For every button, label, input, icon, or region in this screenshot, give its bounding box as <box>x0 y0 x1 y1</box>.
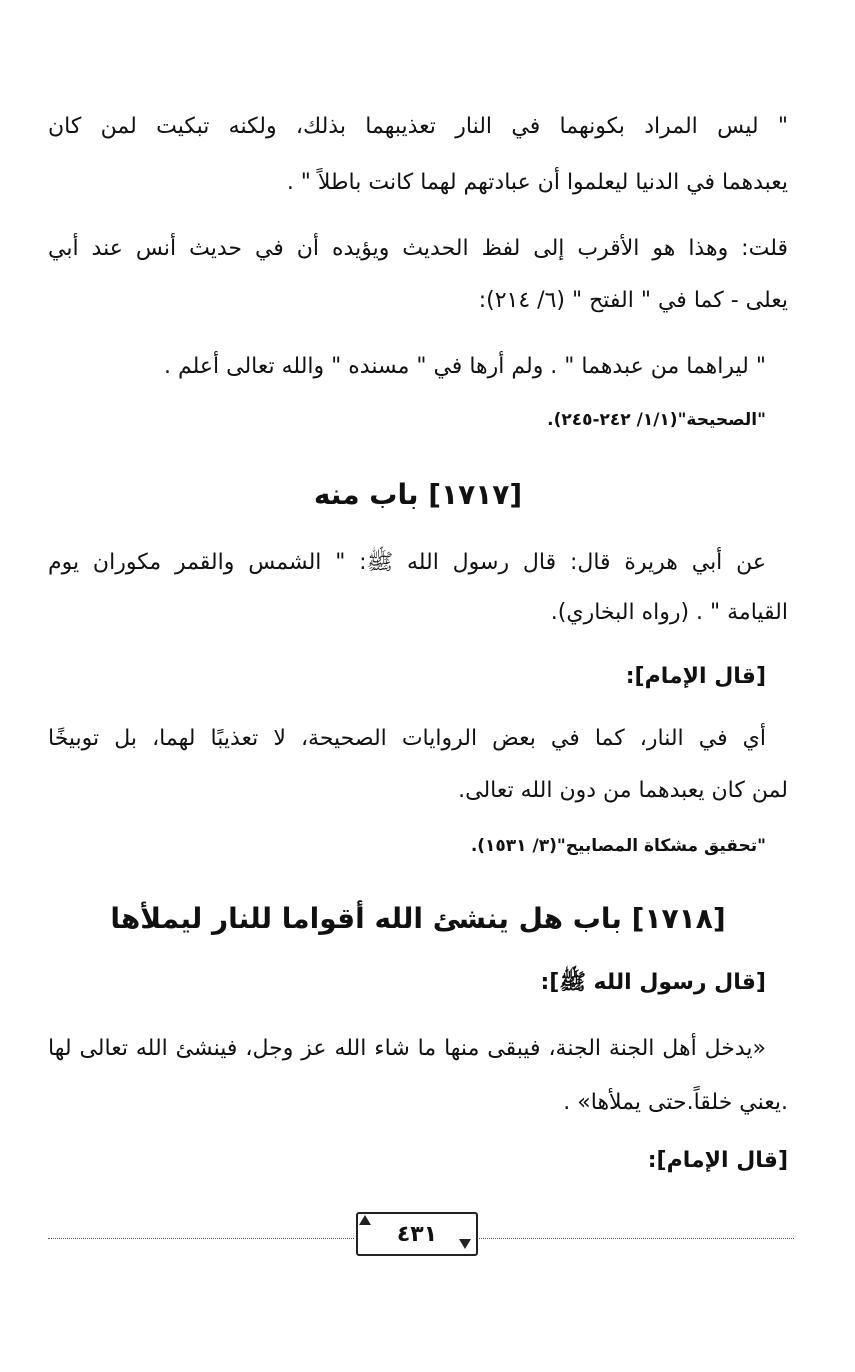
ornament-icon <box>358 1214 372 1226</box>
citation: "الصحيحة"(١/١/ ٢٤٢-٢٤٥). <box>547 410 766 430</box>
body-line: لمن كان يعبدهما من دون الله تعالى. <box>458 778 788 803</box>
body-line: قلت: وهذا هو الأقرب إلى لفظ الحديث ويؤيده أن في حديث أنس عند أبي <box>48 236 788 261</box>
page-number: ٤٣١ <box>396 1221 438 1247</box>
chapter-heading: [١٧١٨] باب هل ينشئ الله أقواما للنار ليملأها <box>110 902 726 935</box>
body-line: .يعني خلقاً.حتى يملأها» . <box>563 1090 788 1115</box>
section-label: [قال رسول الله ﷺ]: <box>540 970 766 995</box>
body-line: عن أبي هريرة قال: قال رسول الله ﷺ: " الشمس والقمر مكوران يوم <box>48 550 766 575</box>
section-label: [قال الإمام]: <box>625 664 766 689</box>
body-line: أي في النار، كما في بعض الروايات الصحيحة، لا تعذيبًا لهما، بل توبيخًا <box>48 726 766 751</box>
body-line: يعبدهما في الدنيا ليعلموا أن عبادتهم لهما كانت باطلاً " . <box>286 170 788 195</box>
footer-rule-right <box>476 1238 794 1239</box>
section-label: [قال الإمام]: <box>647 1148 788 1173</box>
citation: "تحقيق مشكاة المصابيح"(٣/ ١٥٣١). <box>470 836 766 856</box>
body-line: " ليس المراد بكونهما في النار تعذيبهما بذلك، ولكنه تبكيت لمن كان <box>48 114 788 139</box>
body-line: «يدخل أهل الجنة الجنة، فيبقى منها ما شاء الله عز وجل، فينشئ الله تعالى لها <box>48 1036 766 1061</box>
ornament-icon <box>458 1238 472 1250</box>
quote-line: " ليراهما من عبدهما " . ولم أرها في " مسنده " والله تعالى أعلم . <box>164 354 766 379</box>
chapter-heading: [١٧١٧] باب منه <box>313 478 523 511</box>
body-line: يعلى - كما في " الفتح " (٦/ ٢١٤): <box>478 288 788 313</box>
body-line: القيامة " . (رواه البخاري). <box>550 600 788 625</box>
footer-rule-left <box>48 1238 354 1239</box>
